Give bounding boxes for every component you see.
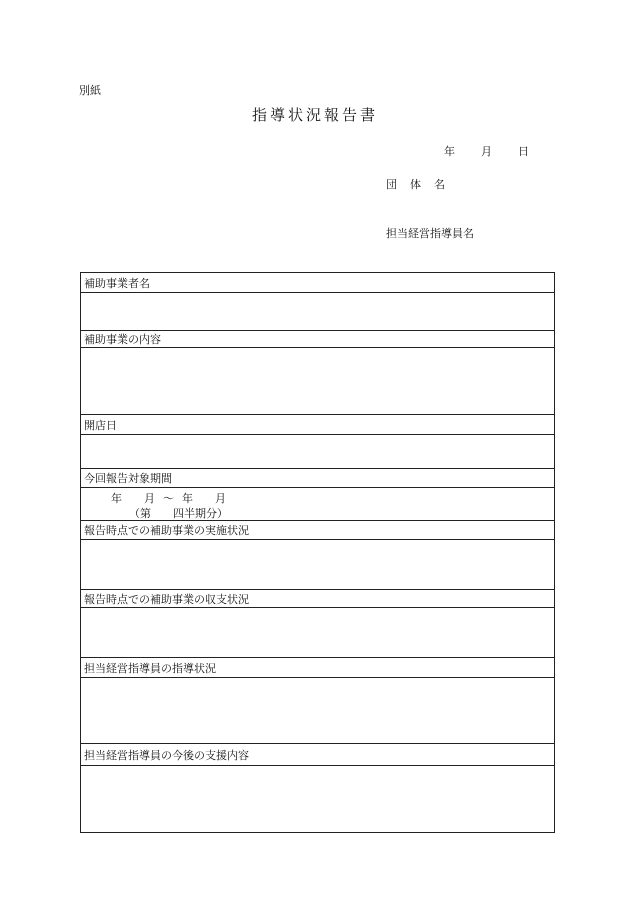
business-name-field[interactable]	[81, 293, 554, 331]
attachment-label: 別紙	[79, 84, 101, 97]
balance-status-label: 報告時点での補助事業の収支状況	[81, 590, 554, 608]
document-title: 指導状況報告書	[251, 106, 378, 124]
period-from-year: 年	[111, 492, 122, 505]
business-name-label: 補助事業者名	[81, 273, 554, 293]
report-form	[80, 272, 555, 833]
period-to-month: 月	[215, 492, 226, 505]
organization-label: 団体名	[386, 178, 458, 191]
advisor-name-label: 担当経営指導員名	[386, 227, 474, 240]
date-day: 日	[518, 145, 529, 158]
implementation-status-field[interactable]	[81, 540, 554, 590]
business-content-field[interactable]	[81, 348, 554, 415]
guidance-status-field[interactable]	[81, 678, 554, 744]
period-from-month: 月	[144, 492, 155, 505]
support-plan-label: 担当経営指導員の今後の支援内容	[81, 744, 554, 766]
period-label: 今回報告対象期間	[81, 469, 554, 488]
business-content-label: 補助事業の内容	[81, 331, 554, 348]
date-month: 月	[481, 145, 492, 158]
period-quarter: （第 四半期分）	[129, 507, 228, 520]
guidance-status-label: 担当経営指導員の指導状況	[81, 658, 554, 678]
balance-status-field[interactable]	[81, 608, 554, 658]
period-field[interactable]	[81, 488, 554, 521]
implementation-status-label: 報告時点での補助事業の実施状況	[81, 521, 554, 540]
date-line	[444, 143, 529, 159]
opening-date-field[interactable]	[81, 435, 554, 469]
period-range	[111, 490, 226, 506]
period-tilde: ～	[163, 492, 174, 505]
period-to-year: 年	[182, 492, 193, 505]
opening-date-label: 開店日	[81, 415, 554, 435]
date-year: 年	[444, 145, 455, 158]
support-plan-field[interactable]	[81, 766, 554, 832]
